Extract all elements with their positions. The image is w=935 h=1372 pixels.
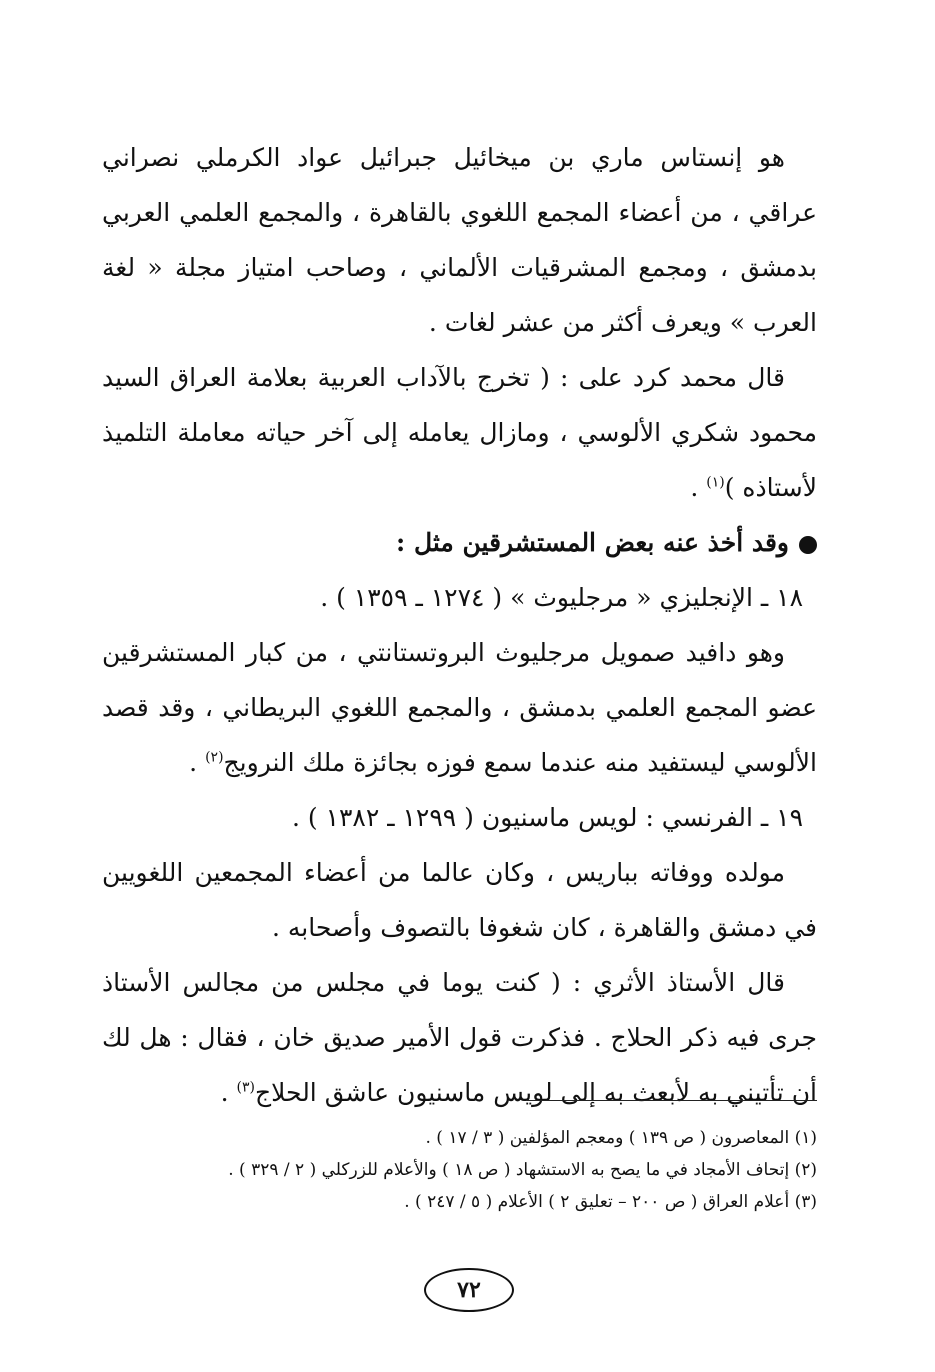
entry-18-title: ١٨ ـ الإنجليزي « مرجليوث » ( ١٢٧٤ ـ ١٣٥٩ ) . [320, 583, 803, 612]
orientalists-heading [102, 515, 817, 570]
footnote-ref-1[interactable]: (١) [706, 474, 725, 491]
bullet-icon [799, 536, 817, 554]
footnote-1: (١) المعاصرون ( ص ١٣٩ ) ومعجم المؤلفين ( ٣ / ١٧ ) . [425, 1128, 817, 1148]
entry-18-end: . [189, 748, 206, 777]
kurd-ali-quote-paragraph [102, 350, 817, 515]
page-number: ٧٢ [424, 1268, 514, 1312]
entry-18-paragraph [102, 625, 817, 790]
footnotes [102, 1122, 817, 1218]
entry-19-title: ١٩ ـ الفرنسي : لويس ماسنيون ( ١٢٩٩ ـ ١٣٨٢ ) . [291, 803, 803, 832]
footnote-3: (٣) أعلام العراق ( ص ٢٠٠ – تعليق ٢ ) الأعلام ( ٥ / ٢٤٧ ) . [404, 1192, 817, 1212]
footnote-2: (٢) إتحاف الأمجاد في ما يصح به الاستشهاد ( ص ١٨ ) والأعلام للزركلي ( ٢ / ٣٢٩ ) . [228, 1160, 817, 1180]
footnote-divider [527, 1100, 817, 1101]
athari-quote-text: قال الأستاذ الأثري : ( كنت يوما في مجلس من مجالس الأستاذ جرى فيه ذكر الحلاج . فذكرت قول الأمير صديق خان ، فقال : هل لك أن تأتيني به لأبعث به إلى لويس ماسنيون عاشق الحلاج [102, 968, 817, 1107]
entry-18-text: وهو دافيد صمويل مرجليوث البروتستانتي ، من كبار المستشرقين عضو المجمع العلمي بدمشق ، والمجمع اللغوي البريطاني ، وقد قصد الألوسي ليستفيد منه عندما سمع فوزه بجائزة ملك النرويج [102, 638, 817, 777]
orientalists-heading-text: وقد أخذ عنه بعض المستشرقين مثل : [396, 528, 789, 557]
athari-quote-paragraph [102, 955, 817, 1120]
footnote-ref-3[interactable]: (٣) [236, 1079, 255, 1096]
kurd-ali-quote-end: . [690, 473, 707, 502]
entry-19-paragraph: مولده ووفاته بباريس ، وكان عالما من أعضاء المجمعين اللغويين في دمشق والقاهرة ، كان شغوفا بالتصوف وأصحابه . [102, 858, 817, 942]
footnote-ref-2[interactable]: (٢) [205, 749, 224, 766]
athari-quote-end: . [220, 1078, 237, 1107]
intro-paragraph: هو إنستاس ماري بن ميخائيل جبرائيل عواد الكرملي نصراني عراقي ، من أعضاء المجمع اللغوي بالقاهرة ، والمجمع العلمي العربي بدمشق ، ومجمع المشرقيات الألماني ، وصاحب امتياز مجلة « لغة العرب » ويعرف أكثر من عشر لغات . [102, 143, 817, 337]
kurd-ali-quote-text: قال محمد كرد على : ( تخرج بالآداب العربية بعلامة العراق السيد محمود شكري الألوسي ، ومازال يعامله إلى آخر حياته معاملة التلميذ لأستاذه ) [102, 363, 817, 502]
main-text [102, 130, 817, 1120]
